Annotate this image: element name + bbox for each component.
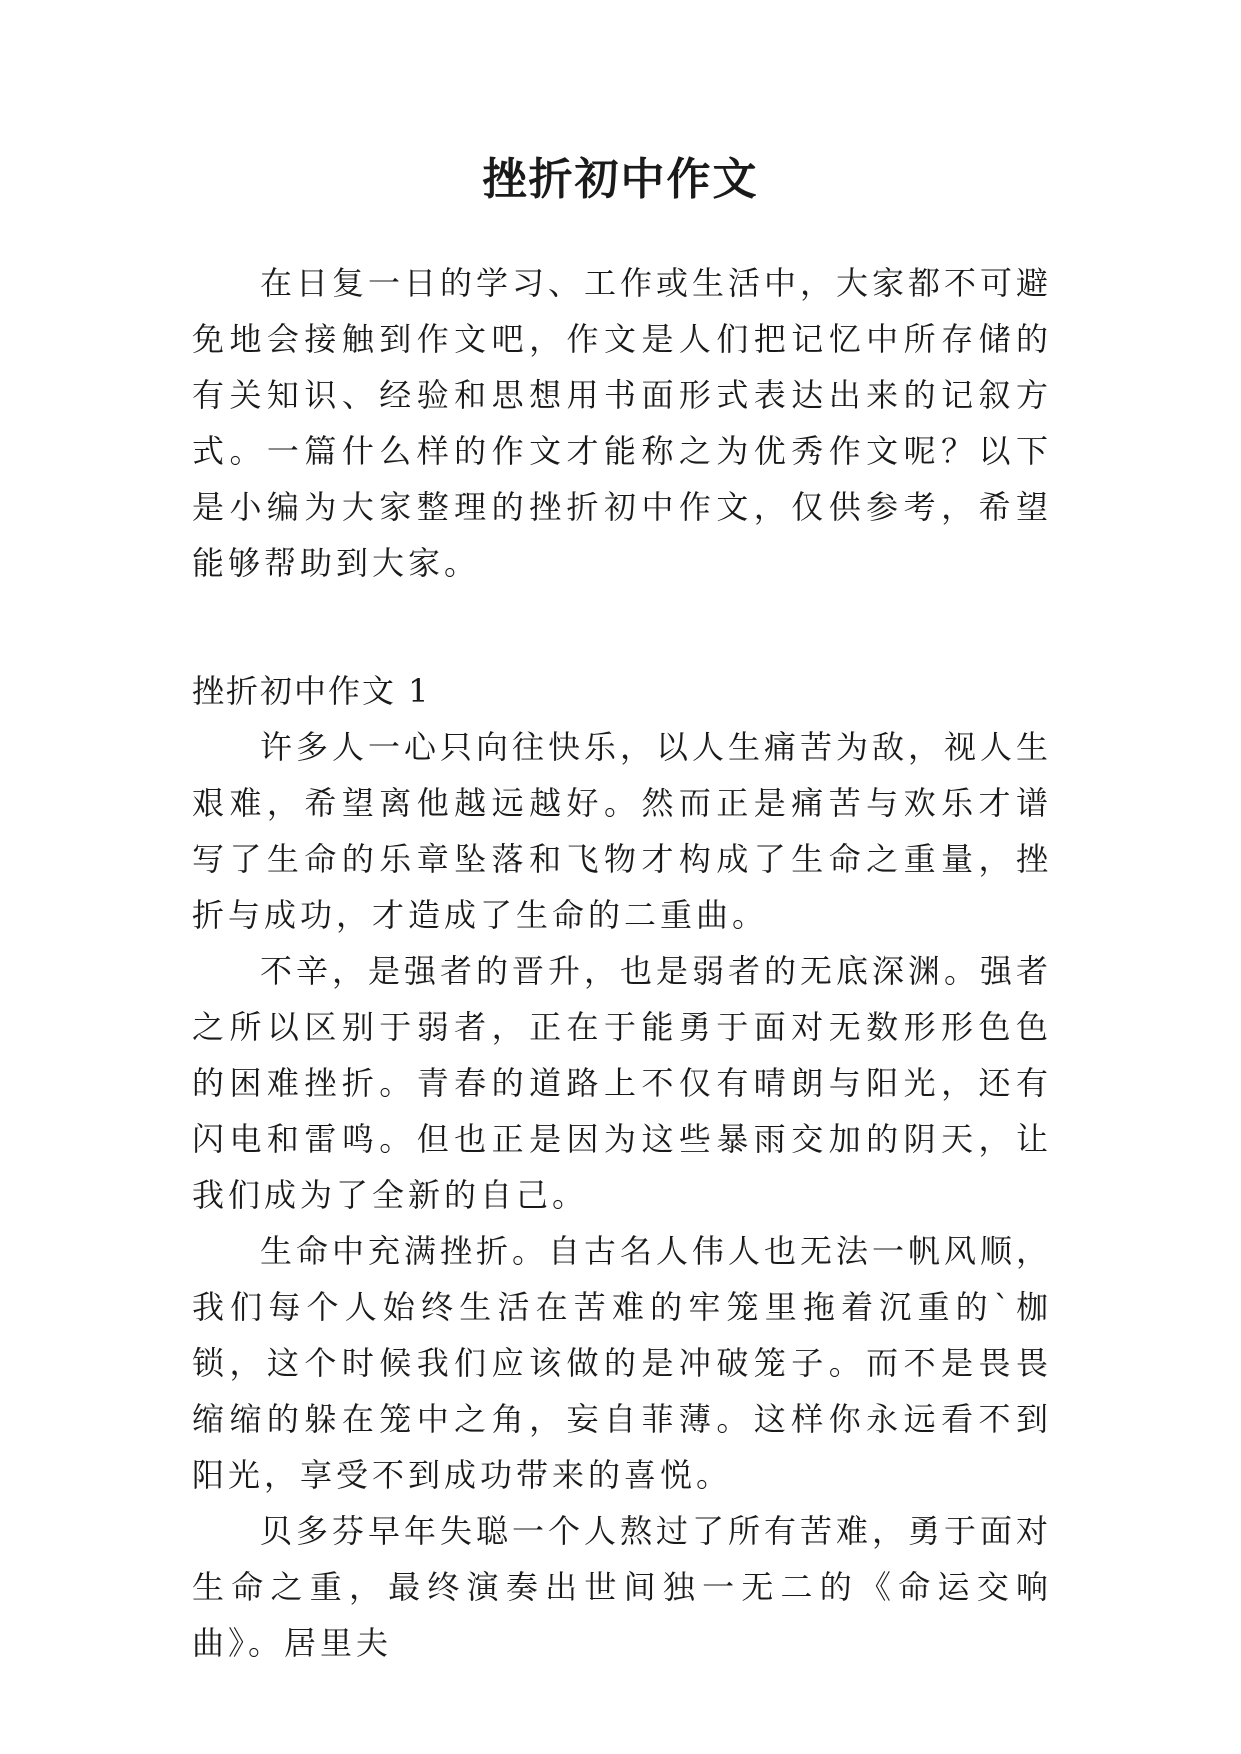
document-body — [192, 255, 1052, 1671]
body-paragraph-3: 生命中充满挫折。自古名人伟人也无法一帆风顺，我们每个人始终生活在苦难的牢笼里拖着沉重的`枷锁，这个时候我们应该做的是冲破笼子。而不是畏畏缩缩的躲在笼中之角，妄自菲薄。这样你永远看不到阳光，享受不到成功带来的喜悦。 — [192, 1232, 1053, 1494]
body-paragraph-2: 不辛，是强者的晋升，也是弱者的无底深渊。强者之所以区别于弱者，正在于能勇于面对无数形形色色的困难挫折。青春的道路上不仅有晴朗与阳光，还有闪电和雷鸣。但也正是因为这些暴雨交加的阴天，让我们成为了全新的自己。 — [192, 952, 1053, 1214]
body-paragraph-1: 许多人一心只向往快乐，以人生痛苦为敌，视人生艰难，希望离他越远越好。然而正是痛苦与欢乐才谱写了生命的乐章坠落和飞物才构成了生命之重量，挫折与成功，才造成了生命的二重曲。 — [192, 728, 1053, 934]
document-title: 挫折初中作文 — [482, 154, 759, 205]
section-heading: 挫折初中作文 1 — [192, 672, 431, 710]
body-paragraph-4: 贝多芬早年失聪一个人熬过了所有苦难，勇于面对生命之重，最终演奏出世间独一无二的《命运交响曲》。居里夫 — [192, 1512, 1053, 1662]
intro-paragraph: 在日复一日的学习、工作或生活中，大家都不可避免地会接触到作文吧，作文是人们把记忆中所存储的有关知识、经验和思想用书面形式表达出来的记叙方式。一篇什么样的作文才能称之为优秀作文呢？以下是小编为大家整理的挫折初中作文，仅供参考，希望能够帮助到大家。 — [192, 264, 1053, 582]
